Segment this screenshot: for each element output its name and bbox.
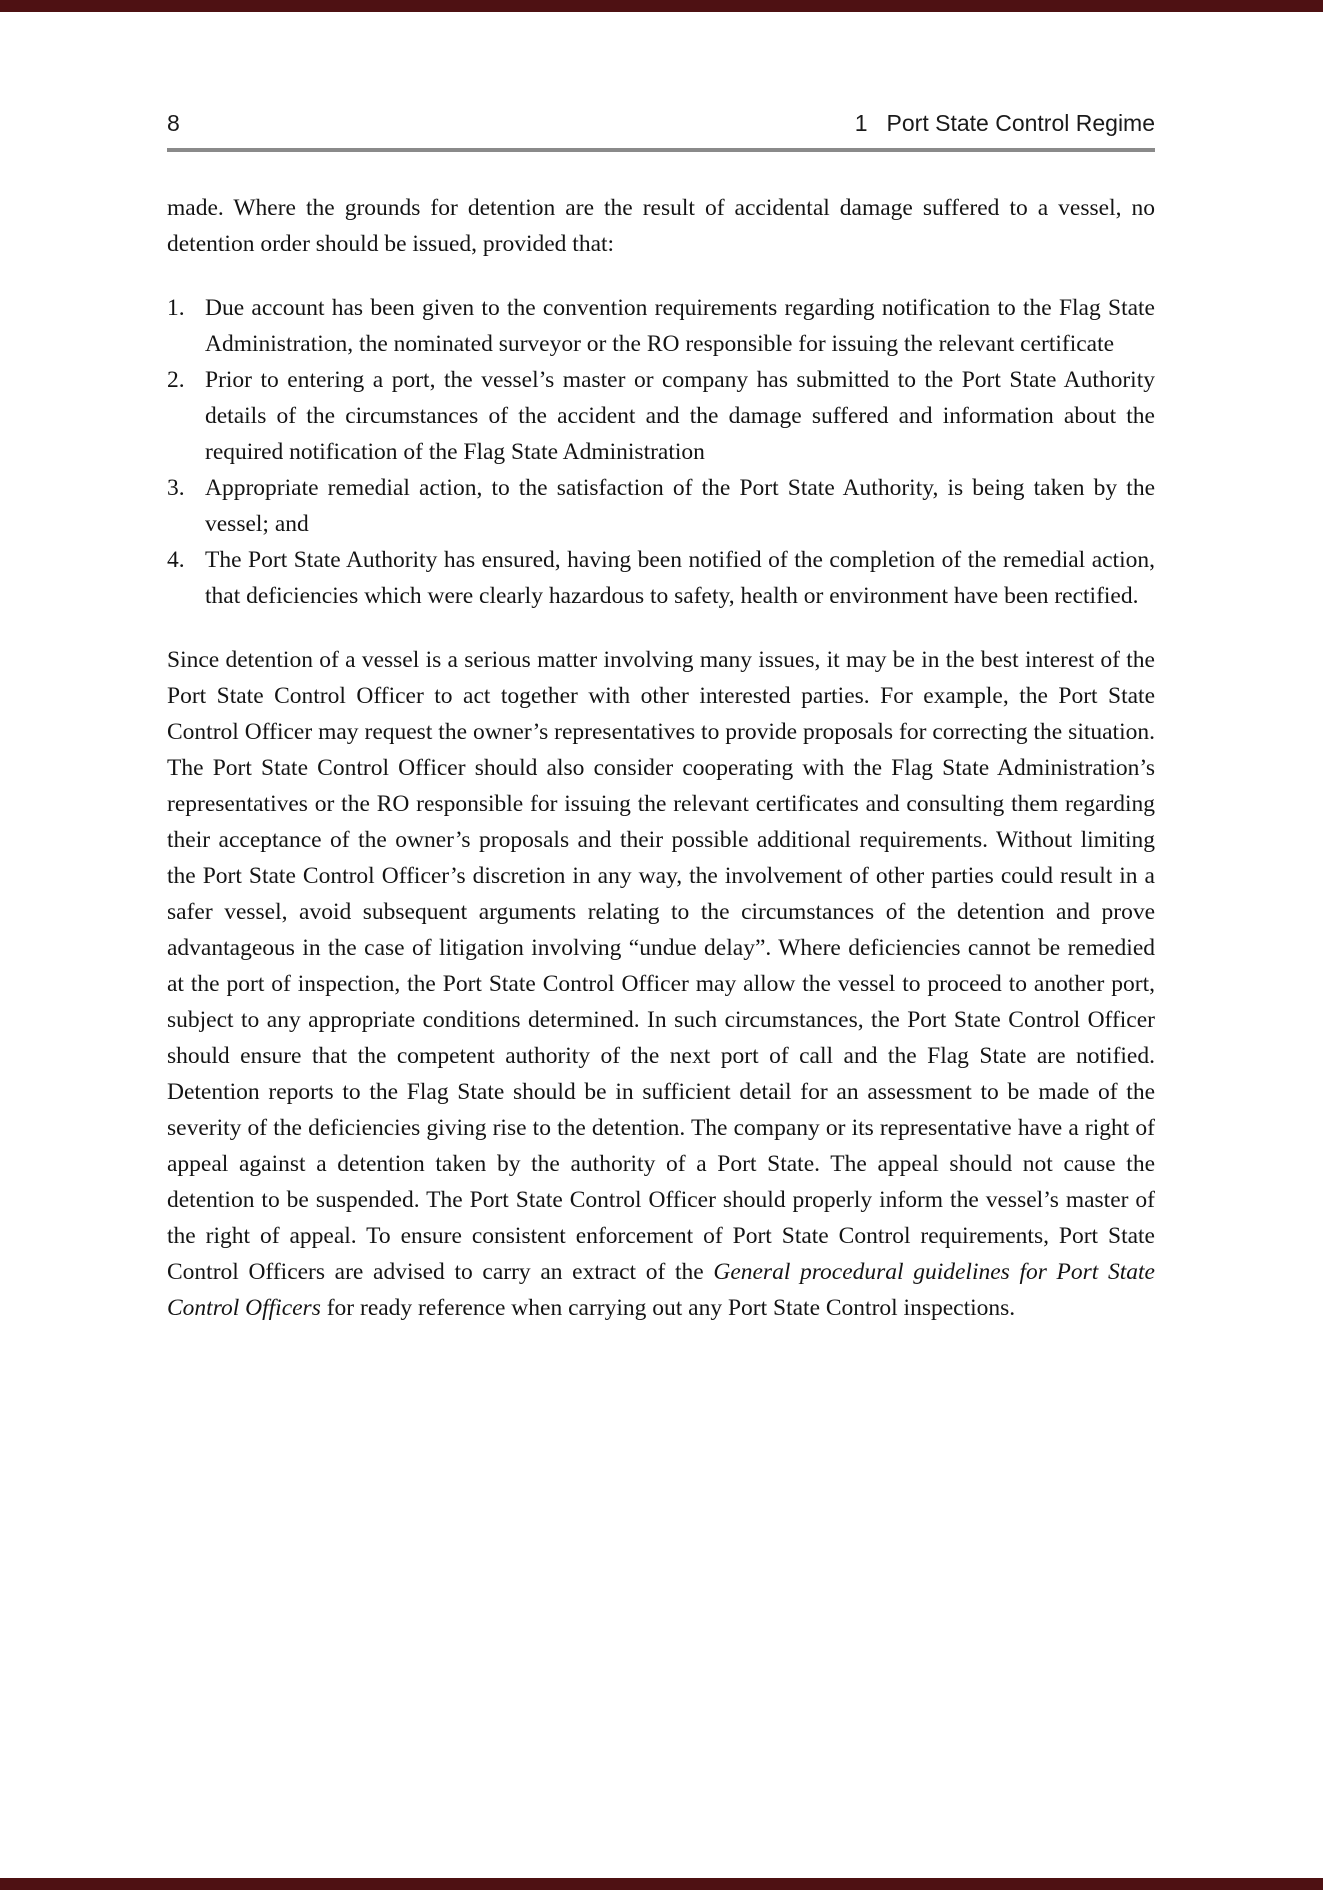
body-text (167, 190, 1155, 1326)
list-item-number: 3. (167, 475, 185, 501)
chapter-number: 1 (854, 110, 868, 136)
running-head (855, 110, 1155, 137)
list-item (167, 362, 1155, 470)
list-item-number: 4. (167, 547, 185, 573)
list-item-number: 2. (167, 367, 185, 393)
list-item-text: Prior to entering a port, the vessel’s master or company has submitted to the Port State Authority details of the circumstances of the accident and the damage suffered and information about the required notification of the Flag State Administration (205, 367, 1155, 465)
italic-book-title: General procedural guidelines for Port State Control Officers (167, 1259, 1155, 1321)
list-item-number: 1. (167, 295, 185, 321)
closing-text-after: for ready reference when carrying out any Port State Control inspections. (320, 1295, 1016, 1321)
top-edge-bar (0, 0, 1323, 12)
list-item-text: Due account has been given to the convention requirements regarding notification to the Flag State Administration, the nominated surveyor or the RO responsible for issuing the relevant certificate (205, 295, 1155, 357)
chapter-title: Port State Control Regime (886, 110, 1155, 136)
list-item (167, 542, 1155, 614)
bottom-edge-bar (0, 1878, 1323, 1890)
list-item (167, 290, 1155, 362)
closing-text-before: Since detention of a vessel is a serious matter involving many issues, it may be in the best interest of the Port State Control Officer to act together with other interested parties. For example, the Port State Control Officer may request the owner’s representatives to provide proposals for correcting the situation. The Port State Control Officer should also consider cooperating with the Flag State Administration’s representatives or the RO responsible for issuing the relevant certificates and consulting them regarding their acceptance of the owner’s proposals and their possible additional requirements. Without limiting the Port State Control Officer’s discretion in any way, the involvement of other parties could result in a safer vessel, avoid subsequent arguments relating to the circumstances of the detention and prove advantageous in the case of litigation involving “undue delay”. Where deficiencies cannot be remedied at the port of inspection, the Port State Control Officer may allow the vessel to proceed to another port, subject to any appropriate conditions determined. In such circumstances, the Port State Control Officer should ensure that the competent authority of the next port of call and the Flag State are notified. Detention reports to the Flag State should be in sufficient detail for an assessment to be made of the severity of the deficiencies giving rise to the detention. The company or its representative have a right of appeal against a detention taken by the authority of a Port State. The appeal should not cause the detention to be suspended. The Port State Control Officer should properly inform the vessel’s master of the right of appeal. To ensure consistent enforcement of Port State Control requirements, Port State Control Officers are advised to carry an extract of the (167, 647, 1155, 1285)
intro-paragraph: made. Where the grounds for detention are the result of accidental damage suffered to a vessel, no detention order should be issued, provided that: (167, 195, 1155, 257)
list-item-text: The Port State Authority has ensured, having been notified of the completion of the remedial action, that deficiencies which were clearly hazardous to safety, health or environment have been rectified. (205, 547, 1155, 609)
closing-paragraph (167, 642, 1155, 1326)
page-number: 8 (167, 110, 180, 136)
list-item-text: Appropriate remedial action, to the satisfaction of the Port State Authority, is being taken by the vessel; and (205, 475, 1155, 537)
header-rule (167, 148, 1155, 152)
page-header (167, 110, 1155, 137)
list-item (167, 470, 1155, 542)
detention-conditions-list (167, 290, 1155, 614)
